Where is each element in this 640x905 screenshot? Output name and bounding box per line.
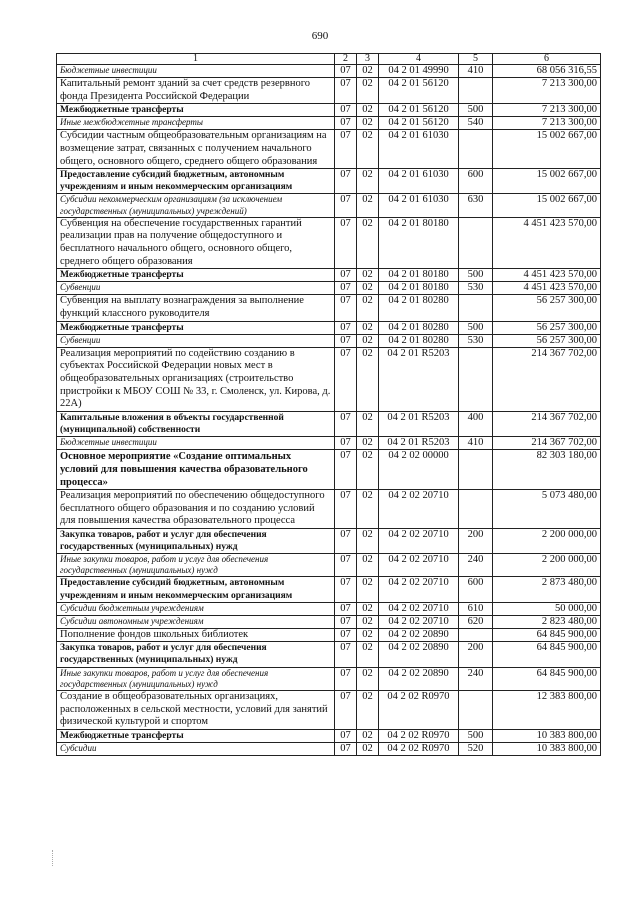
expense-type-code	[459, 490, 493, 529]
expense-type-code: 620	[459, 615, 493, 628]
row-amount: 214 367 702,00	[493, 347, 601, 411]
section-code: 07	[335, 334, 357, 347]
target-article-code: 04 2 01 R5203	[379, 411, 459, 436]
target-article-code: 04 2 02 R0970	[379, 690, 459, 729]
expense-type-code: 200	[459, 642, 493, 667]
subsection-code: 02	[357, 528, 379, 553]
section-code: 07	[335, 742, 357, 755]
subsection-code: 02	[357, 130, 379, 169]
table-row	[57, 436, 601, 449]
row-name: Иные межбюджетные трансферты	[57, 117, 335, 130]
section-code: 07	[335, 347, 357, 411]
row-name: Реализация мероприятий по содействию созданию в субъектах Российской Федерации новых мест в общеобразовательных организациях (строительство пристройки к МБОУ СОШ № 33, г. Смоленск, ул. Кирова, д. 22А)	[57, 347, 335, 411]
target-article-code: 04 2 02 R0970	[379, 742, 459, 755]
table-row	[57, 602, 601, 615]
table-row	[57, 104, 601, 117]
table-row	[57, 729, 601, 742]
row-name: Субсидии некоммерческим организациям (за исключением государственных (муниципальных) учреждений)	[57, 194, 335, 217]
expense-type-code	[459, 628, 493, 642]
section-code: 07	[335, 104, 357, 117]
section-code: 07	[335, 282, 357, 295]
target-article-code: 04 2 01 80280	[379, 334, 459, 347]
subsection-code: 02	[357, 78, 379, 104]
row-amount: 10 383 800,00	[493, 742, 601, 755]
section-code: 07	[335, 554, 357, 577]
subsection-code: 02	[357, 282, 379, 295]
section-code: 07	[335, 577, 357, 602]
table-row	[57, 347, 601, 411]
row-name: Бюджетные инвестиции	[57, 65, 335, 78]
section-code: 07	[335, 642, 357, 667]
column-header: 1	[57, 54, 335, 65]
subsection-code: 02	[357, 117, 379, 130]
row-amount: 7 213 300,00	[493, 117, 601, 130]
target-article-code: 04 2 02 20710	[379, 554, 459, 577]
row-name: Бюджетные инвестиции	[57, 436, 335, 449]
row-amount: 214 367 702,00	[493, 411, 601, 436]
subsection-code: 02	[357, 194, 379, 217]
row-name: Субсидии автономным учреждениям	[57, 615, 335, 628]
section-code: 07	[335, 729, 357, 742]
section-code: 07	[335, 78, 357, 104]
column-header: 5	[459, 54, 493, 65]
table-row	[57, 321, 601, 334]
section-code: 07	[335, 130, 357, 169]
table-row	[57, 269, 601, 282]
table-row	[57, 690, 601, 729]
row-name: Субсидии бюджетным учреждениям	[57, 602, 335, 615]
target-article-code: 04 2 02 20710	[379, 577, 459, 602]
row-name: Субсидии	[57, 742, 335, 755]
target-article-code: 04 2 01 R5203	[379, 347, 459, 411]
table-row	[57, 130, 601, 169]
scan-margin-mark	[52, 850, 55, 866]
section-code: 07	[335, 65, 357, 78]
subsection-code: 02	[357, 554, 379, 577]
table-row	[57, 169, 601, 194]
row-name: Создание в общеобразовательных организациях, расположенных в сельской местности, условий для занятий физической культурой и спортом	[57, 690, 335, 729]
section-code: 07	[335, 117, 357, 130]
row-amount: 4 451 423 570,00	[493, 282, 601, 295]
row-name: Субвенции	[57, 334, 335, 347]
subsection-code: 02	[357, 321, 379, 334]
row-amount: 56 257 300,00	[493, 334, 601, 347]
target-article-code: 04 2 02 00000	[379, 450, 459, 490]
table-row	[57, 411, 601, 436]
expense-type-code: 200	[459, 528, 493, 553]
column-header: 6	[493, 54, 601, 65]
expense-type-code	[459, 347, 493, 411]
row-amount: 82 303 180,00	[493, 450, 601, 490]
table-row	[57, 528, 601, 553]
expense-type-code: 530	[459, 282, 493, 295]
row-amount: 4 451 423 570,00	[493, 217, 601, 268]
target-article-code: 04 2 01 80180	[379, 217, 459, 268]
section-code: 07	[335, 436, 357, 449]
row-name: Предоставление субсидий бюджетным, автономным учреждениям и иным некоммерческим организациям	[57, 577, 335, 602]
expense-type-code: 500	[459, 321, 493, 334]
subsection-code: 02	[357, 729, 379, 742]
row-name: Капитальный ремонт зданий за счет средств резервного фонда Президента Российской Федерации	[57, 78, 335, 104]
subsection-code: 02	[357, 104, 379, 117]
row-amount: 15 002 667,00	[493, 194, 601, 217]
target-article-code: 04 2 02 20890	[379, 642, 459, 667]
expense-type-code	[459, 295, 493, 321]
budget-table	[56, 53, 601, 756]
column-header: 2	[335, 54, 357, 65]
subsection-code: 02	[357, 169, 379, 194]
row-amount: 15 002 667,00	[493, 169, 601, 194]
row-amount: 2 873 480,00	[493, 577, 601, 602]
row-name: Межбюджетные трансферты	[57, 104, 335, 117]
subsection-code: 02	[357, 615, 379, 628]
row-amount: 15 002 667,00	[493, 130, 601, 169]
row-amount: 64 845 900,00	[493, 667, 601, 690]
section-code: 07	[335, 217, 357, 268]
expense-type-code: 610	[459, 602, 493, 615]
column-header: 4	[379, 54, 459, 65]
target-article-code: 04 2 01 56120	[379, 78, 459, 104]
row-name: Межбюджетные трансферты	[57, 321, 335, 334]
table-header-row	[57, 54, 601, 65]
section-code: 07	[335, 602, 357, 615]
expense-type-code	[459, 217, 493, 268]
target-article-code: 04 2 02 20710	[379, 615, 459, 628]
expense-type-code: 410	[459, 436, 493, 449]
row-amount: 2 823 480,00	[493, 615, 601, 628]
row-amount: 68 056 316,55	[493, 65, 601, 78]
subsection-code: 02	[357, 667, 379, 690]
table-row	[57, 78, 601, 104]
section-code: 07	[335, 269, 357, 282]
target-article-code: 04 2 02 20710	[379, 528, 459, 553]
expense-type-code	[459, 130, 493, 169]
expense-type-code: 500	[459, 729, 493, 742]
expense-type-code: 400	[459, 411, 493, 436]
target-article-code: 04 2 01 49990	[379, 65, 459, 78]
row-amount: 214 367 702,00	[493, 436, 601, 449]
target-article-code: 04 2 01 61030	[379, 194, 459, 217]
row-amount: 2 200 000,00	[493, 528, 601, 553]
row-amount: 5 073 480,00	[493, 490, 601, 529]
subsection-code: 02	[357, 411, 379, 436]
row-amount: 56 257 300,00	[493, 321, 601, 334]
table-row	[57, 642, 601, 667]
section-code: 07	[335, 169, 357, 194]
expense-type-code	[459, 78, 493, 104]
expense-type-code: 540	[459, 117, 493, 130]
subsection-code: 02	[357, 436, 379, 449]
subsection-code: 02	[357, 742, 379, 755]
table-row	[57, 742, 601, 755]
section-code: 07	[335, 615, 357, 628]
expense-type-code: 630	[459, 194, 493, 217]
subsection-code: 02	[357, 295, 379, 321]
expense-type-code: 600	[459, 577, 493, 602]
subsection-code: 02	[357, 334, 379, 347]
table-row	[57, 117, 601, 130]
table-row	[57, 217, 601, 268]
target-article-code: 04 2 02 20710	[379, 490, 459, 529]
subsection-code: 02	[357, 577, 379, 602]
row-name: Закупка товаров, работ и услуг для обеспечения государственных (муниципальных) нужд	[57, 528, 335, 553]
expense-type-code: 240	[459, 667, 493, 690]
subsection-code: 02	[357, 690, 379, 729]
row-name: Субсидии частным общеобразовательным организациям на возмещение затрат, связанных с получением начального общего, основного общего, среднего общего образования	[57, 130, 335, 169]
target-article-code: 04 2 01 56120	[379, 117, 459, 130]
row-name: Предоставление субсидий бюджетным, автономным учреждениям и иным некоммерческим организациям	[57, 169, 335, 194]
section-code: 07	[335, 690, 357, 729]
section-code: 07	[335, 194, 357, 217]
table-row	[57, 615, 601, 628]
expense-type-code: 240	[459, 554, 493, 577]
section-code: 07	[335, 528, 357, 553]
target-article-code: 04 2 01 56120	[379, 104, 459, 117]
table-row	[57, 282, 601, 295]
expense-type-code: 600	[459, 169, 493, 194]
table-row	[57, 65, 601, 78]
subsection-code: 02	[357, 269, 379, 282]
subsection-code: 02	[357, 628, 379, 642]
target-article-code: 04 2 01 80280	[379, 321, 459, 334]
target-article-code: 04 2 02 20710	[379, 602, 459, 615]
row-name: Субвенция на выплату вознаграждения за выполнение функций классного руководителя	[57, 295, 335, 321]
table-row	[57, 490, 601, 529]
expense-type-code: 500	[459, 104, 493, 117]
section-code: 07	[335, 295, 357, 321]
row-name: Закупка товаров, работ и услуг для обеспечения государственных (муниципальных) нужд	[57, 642, 335, 667]
row-name: Межбюджетные трансферты	[57, 729, 335, 742]
target-article-code: 04 2 01 80180	[379, 269, 459, 282]
row-amount: 4 451 423 570,00	[493, 269, 601, 282]
section-code: 07	[335, 490, 357, 529]
target-article-code: 04 2 02 R0970	[379, 729, 459, 742]
row-name: Иные закупки товаров, работ и услуг для обеспечения государственных (муниципальных) нужд	[57, 554, 335, 577]
row-amount: 64 845 900,00	[493, 628, 601, 642]
target-article-code: 04 2 01 61030	[379, 169, 459, 194]
row-amount: 12 383 800,00	[493, 690, 601, 729]
table-row	[57, 194, 601, 217]
column-header: 3	[357, 54, 379, 65]
expense-type-code: 530	[459, 334, 493, 347]
table-row	[57, 554, 601, 577]
expense-type-code: 520	[459, 742, 493, 755]
target-article-code: 04 2 01 80280	[379, 295, 459, 321]
row-name: Капитальные вложения в объекты государственной (муниципальной) собственности	[57, 411, 335, 436]
table-row	[57, 295, 601, 321]
subsection-code: 02	[357, 642, 379, 667]
row-name: Реализация мероприятий по обеспечению общедоступного бесплатного общего образования и по созданию условий для повышения качества образовательного процесса	[57, 490, 335, 529]
section-code: 07	[335, 667, 357, 690]
section-code: 07	[335, 628, 357, 642]
subsection-code: 02	[357, 347, 379, 411]
table-row	[57, 450, 601, 490]
table-row	[57, 667, 601, 690]
subsection-code: 02	[357, 65, 379, 78]
table-row	[57, 577, 601, 602]
row-amount: 2 200 000,00	[493, 554, 601, 577]
target-article-code: 04 2 02 20890	[379, 667, 459, 690]
row-amount: 50 000,00	[493, 602, 601, 615]
section-code: 07	[335, 411, 357, 436]
table-row	[57, 334, 601, 347]
target-article-code: 04 2 01 80180	[379, 282, 459, 295]
target-article-code: 04 2 01 R5203	[379, 436, 459, 449]
table-row	[57, 628, 601, 642]
section-code: 07	[335, 321, 357, 334]
row-name: Основное мероприятие «Создание оптимальных условий для повышения качества образовательного процесса»	[57, 450, 335, 490]
row-amount: 10 383 800,00	[493, 729, 601, 742]
subsection-code: 02	[357, 450, 379, 490]
row-name: Межбюджетные трансферты	[57, 269, 335, 282]
expense-type-code	[459, 690, 493, 729]
page-number: 690	[311, 30, 329, 42]
subsection-code: 02	[357, 490, 379, 529]
expense-type-code: 500	[459, 269, 493, 282]
target-article-code: 04 2 01 61030	[379, 130, 459, 169]
row-amount: 64 845 900,00	[493, 642, 601, 667]
row-name: Иные закупки товаров, работ и услуг для обеспечения государственных (муниципальных) нужд	[57, 667, 335, 690]
row-name: Субвенция на обеспечение государственных гарантий реализации прав на получение общедоступного и бесплатного начального общего, основного общего, среднего общего образования	[57, 217, 335, 268]
subsection-code: 02	[357, 602, 379, 615]
expense-type-code: 410	[459, 65, 493, 78]
section-code: 07	[335, 450, 357, 490]
row-amount: 56 257 300,00	[493, 295, 601, 321]
row-amount: 7 213 300,00	[493, 78, 601, 104]
expense-type-code	[459, 450, 493, 490]
row-amount: 7 213 300,00	[493, 104, 601, 117]
row-name: Пополнение фондов школьных библиотек	[57, 628, 335, 642]
row-name: Субвенции	[57, 282, 335, 295]
subsection-code: 02	[357, 217, 379, 268]
target-article-code: 04 2 02 20890	[379, 628, 459, 642]
